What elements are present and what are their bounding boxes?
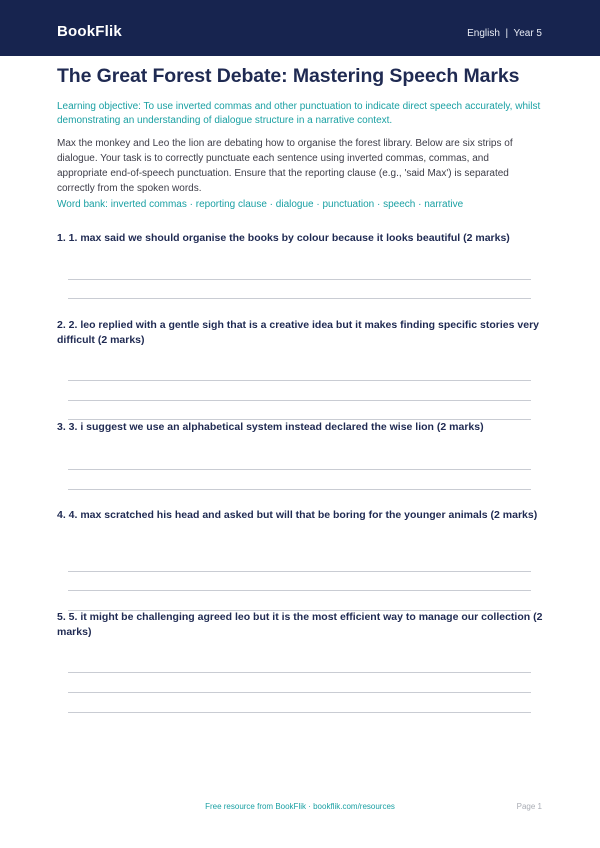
- answer-line[interactable]: [68, 672, 531, 673]
- answer-line[interactable]: [68, 400, 531, 401]
- header-bar: [0, 0, 600, 56]
- intro-paragraph: Max the monkey and Leo the lion are debating how to organise the forest library. Below are six strips of dialogue. Your task is to correctly punctuate each sentence using inverted commas, commas, and appropriate end-of-speech punctuation. Ensure that the reporting clause (e.g., 'said Max') is separated correctly from the spoken words.: [57, 138, 513, 194]
- question-5: 5. 5. it might be challenging agreed leo but it is the most efficient way to manage our collection (2 marks): [57, 611, 543, 638]
- question-4: 4. 4. max scratched his head and asked but will that be boring for the younger animals (2 marks): [57, 509, 538, 521]
- question-2: 2. 2. leo replied with a gentle sigh that is a creative idea but it makes finding specific stories very difficult (2 marks): [57, 319, 539, 346]
- footer-text: Free resource from BookFlik · bookflik.com/resources: [205, 802, 395, 811]
- word-bank: Word bank: inverted commas · reporting clause · dialogue · punctuation · speech · narrative: [57, 199, 464, 210]
- brand-logo: BookFlik: [57, 23, 122, 40]
- question-1: 1. 1. max said we should organise the books by colour because it looks beautiful (2 marks): [57, 232, 510, 244]
- answer-line[interactable]: [68, 298, 531, 299]
- question-3: 3. 3. i suggest we use an alphabetical system instead declared the wise lion (2 marks): [57, 421, 484, 433]
- answer-line[interactable]: [68, 571, 531, 572]
- learning-objective: Learning objective: To use inverted commas and other punctuation to indicate direct speech accurately, whilst demonstrating an understanding of dialogue structure in a narrative context.: [57, 101, 541, 126]
- page-number: Page 1: [516, 802, 542, 811]
- answer-line[interactable]: [68, 712, 531, 713]
- page-title: The Great Forest Debate: Mastering Speech Marks: [57, 65, 520, 87]
- answer-line[interactable]: [68, 692, 531, 693]
- answer-line[interactable]: [68, 489, 531, 490]
- answer-line[interactable]: [68, 590, 531, 591]
- answer-line[interactable]: [68, 469, 531, 470]
- answer-line[interactable]: [68, 279, 531, 280]
- answer-line[interactable]: [68, 380, 531, 381]
- subject-label: English | Year 5: [467, 28, 542, 39]
